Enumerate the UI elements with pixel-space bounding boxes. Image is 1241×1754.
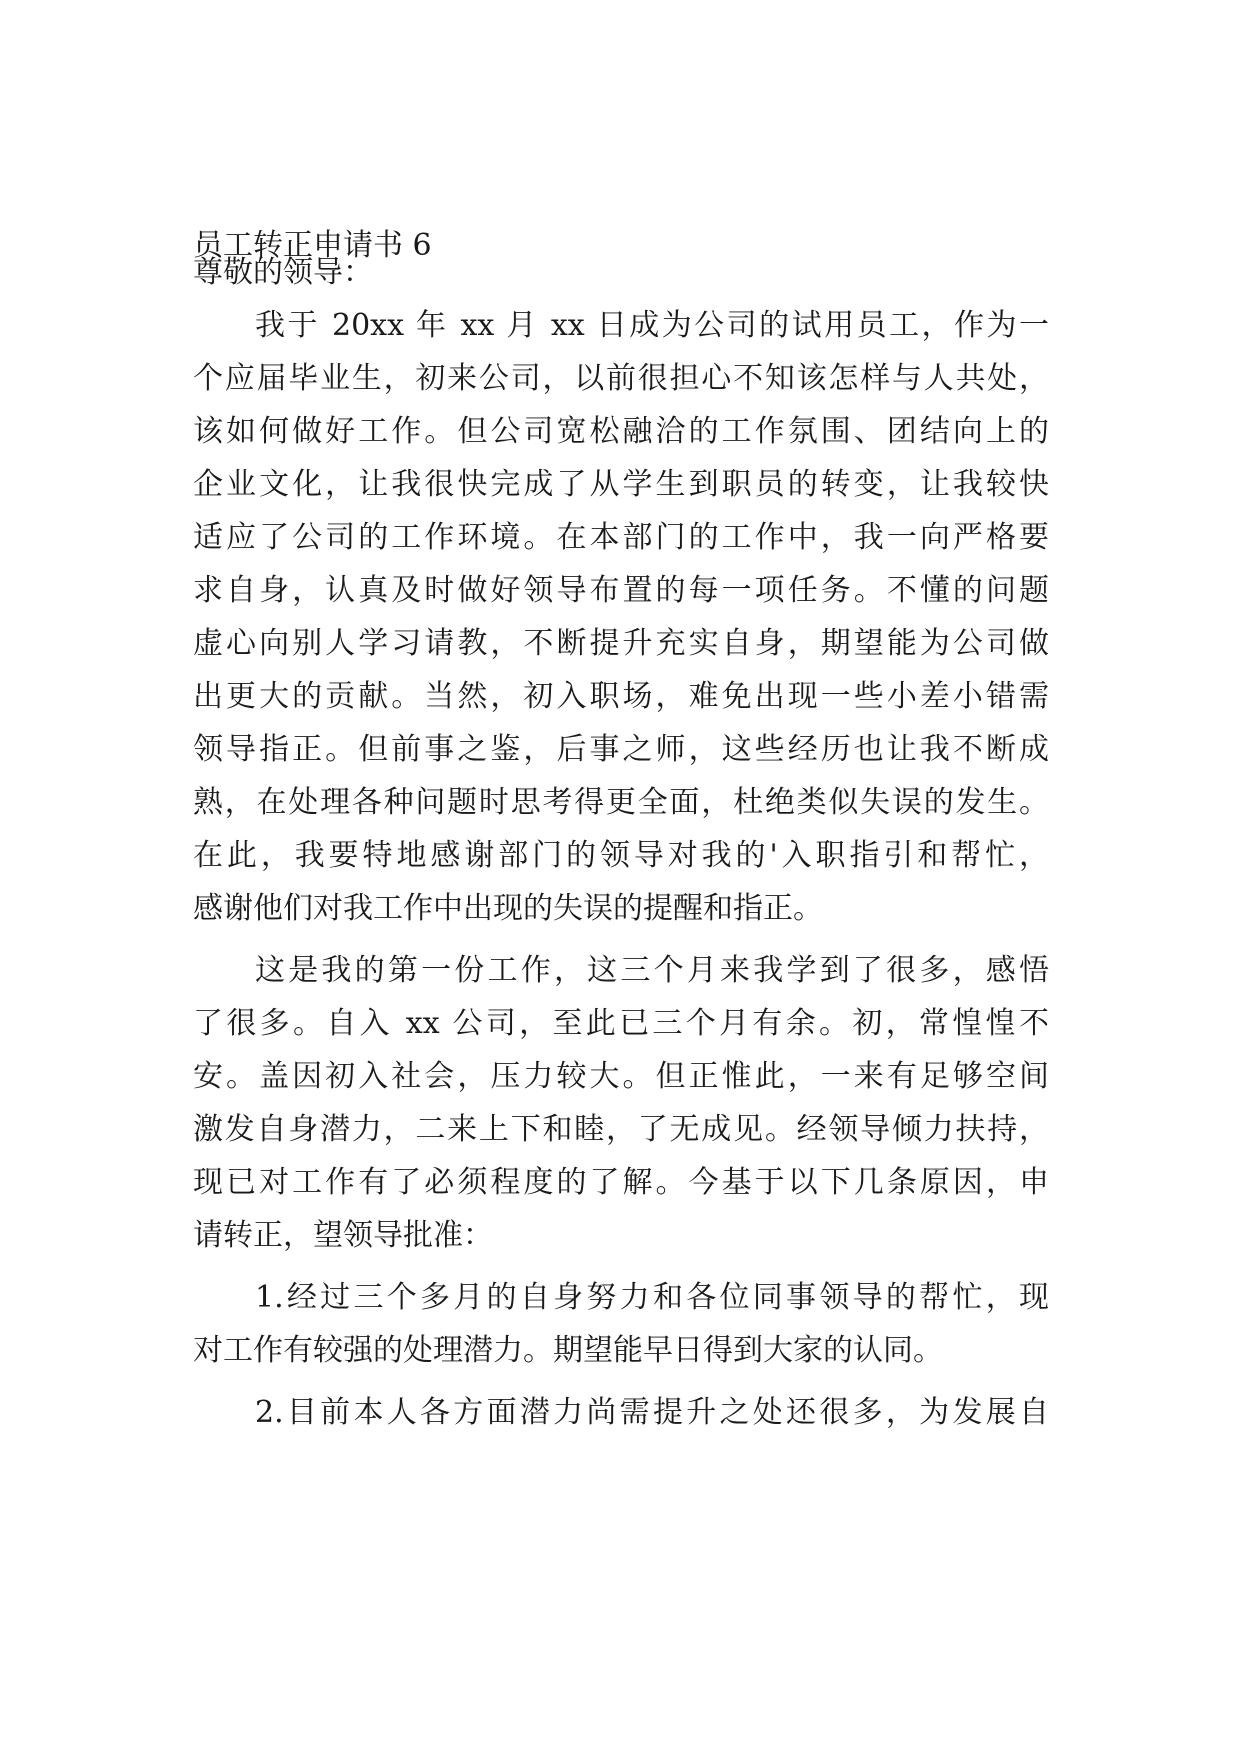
paragraph-line: 适应了公司的工作环境。在本部门的工作中，我一向严格要 [193, 520, 1049, 555]
paragraph-line: 1.经过三个多月的自身努力和各位同事领导的帮忙，现 [255, 1280, 1049, 1315]
paragraph-line: 个应届毕业生，初来公司，以前很担心不知该怎样与人共处， [193, 361, 1049, 396]
paragraph-line: 在此，我要特地感谢部门的领导对我的'入职指引和帮忙， [193, 838, 1049, 873]
paragraph-line: 了很多。自入 xx 公司，至此已三个月有余。初，常惶惶不 [193, 1006, 1049, 1041]
paragraph-line: 请转正，望领导批准： [193, 1218, 493, 1253]
paragraph-line: 虚心向别人学习请教，不断提升充实自身，期望能为公司做 [193, 626, 1049, 661]
paragraph-line: 这是我的第一份工作，这三个月来我学到了很多，感悟 [255, 953, 1049, 988]
paragraph-line: 求自身，认真及时做好领导布置的每一项任务。不懂的问题 [193, 573, 1049, 608]
paragraph-line: 感谢他们对我工作中出现的失误的提醒和指正。 [193, 891, 823, 926]
paragraph-line: 激发自身潜力，二来上下和睦，了无成见。经领导倾力扶持， [193, 1112, 1049, 1147]
paragraph-line: 安。盖因初入社会，压力较大。但正惟此，一来有足够空间 [193, 1059, 1049, 1094]
document-title: 员工转正申请书 6 [193, 228, 432, 263]
paragraph-line: 我于 20xx 年 xx 月 xx 日成为公司的试用员工，作为一 [255, 308, 1049, 343]
paragraph-line: 出更大的贡献。当然，初入职场，难免出现一些小差小错需 [193, 679, 1049, 714]
paragraph-line: 2.目前本人各方面潜力尚需提升之处还很多，为发展自 [255, 1395, 1049, 1430]
paragraph-line: 领导指正。但前事之鉴，后事之师，这些经历也让我不断成 [193, 732, 1049, 767]
paragraph-line: 熟，在处理各种问题时思考得更全面，杜绝类似失误的发生。 [193, 785, 1049, 820]
paragraph-line: 该如何做好工作。但公司宽松融洽的工作氛围、团结向上的 [193, 414, 1049, 449]
paragraph-line: 对工作有较强的处理潜力。期望能早日得到大家的认同。 [193, 1333, 943, 1368]
paragraph-line: 现已对工作有了必须程度的了解。今基于以下几条原因，申 [193, 1165, 1049, 1200]
salutation: 尊敬的领导： [193, 255, 373, 290]
paragraph-line: 企业文化，让我很快完成了从学生到职员的转变，让我较快 [193, 467, 1049, 502]
